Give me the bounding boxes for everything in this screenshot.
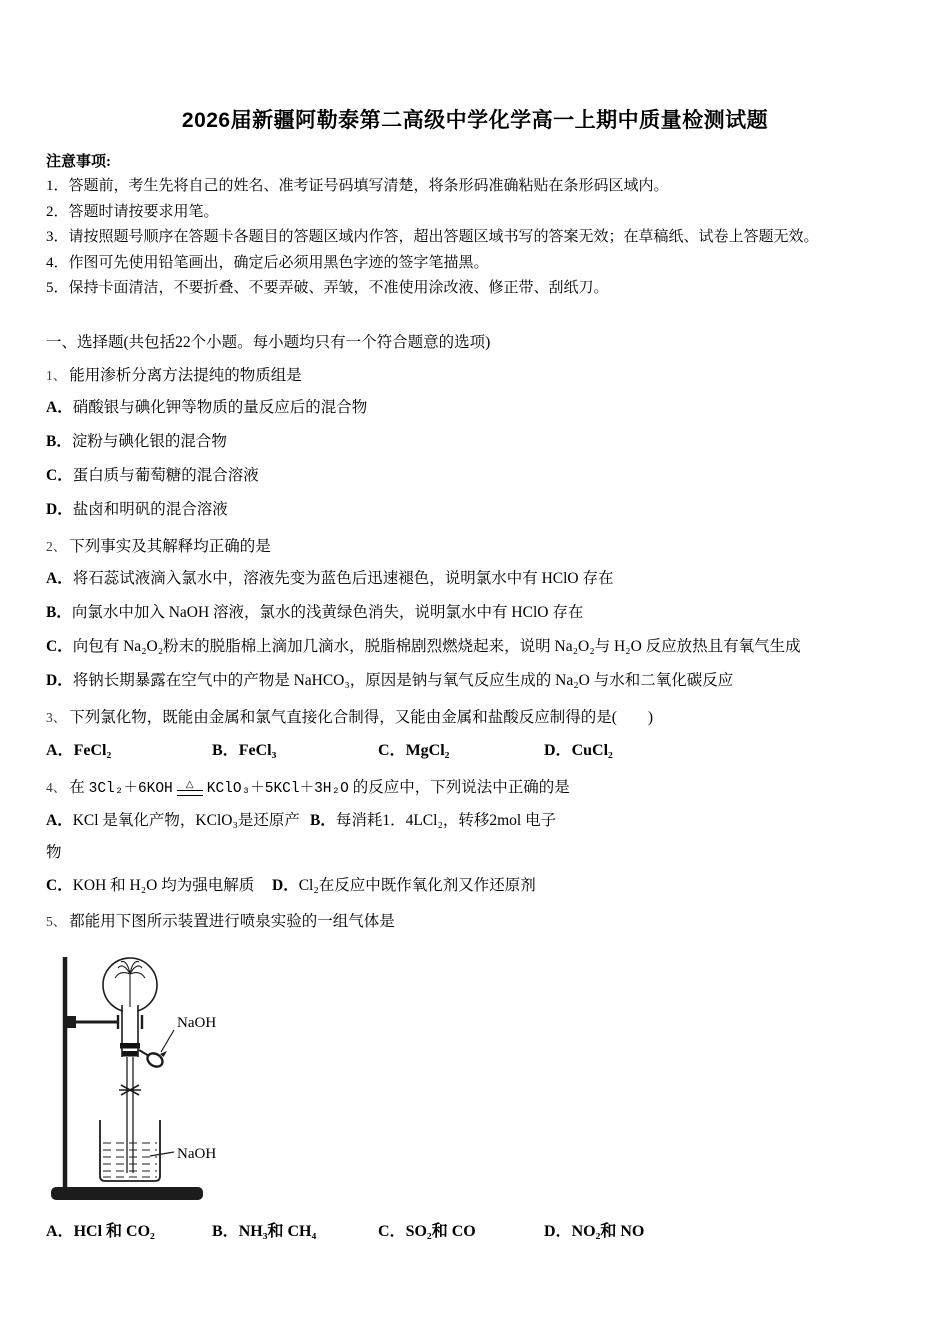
stopper-band-top [120,1043,140,1049]
option-text: 蛋白质与葡萄糖的混合溶液 [72,466,259,484]
option-text: Cl₂在反应中既作氧化剂又作还原剂 [298,876,536,894]
option-label: C． [46,637,73,655]
option-text: NH₃和 CH₄ [238,1223,317,1240]
question-5-option-a [46,1214,212,1249]
question-2-option-b [46,596,904,630]
question-4-options-line-2 [46,870,904,903]
option-label: B． [212,1223,239,1240]
question-3-option-c [378,733,544,768]
question-1-option-b [46,425,904,459]
question-5-option-b [212,1214,378,1249]
option-label: D． [46,500,73,518]
notice-section [46,150,904,302]
stem-prefix: 在 [69,778,89,796]
question-4-option-b [310,805,556,870]
pinch-clamp [119,1085,141,1095]
option-text: 向包有 Na₂O₂粉末的脱脂棉上滴加几滴水，脱脂棉剧烈燃烧起来，说明 Na₂O₂与 H₂O 反应放热且有氧气生成 [72,637,801,655]
question-number: 4、 [46,779,67,795]
question-2 [46,531,904,698]
question-5-options [46,1214,904,1249]
option-label: D． [544,1223,572,1240]
option-label: C． [378,741,406,759]
question-stem-text: 下列氯化物，既能由金属和氯气直接化合制得，又能由金属和盐酸反应制得的是( ) [69,708,654,726]
option-text: 将钠长期暴露在空气中的产物是 NaHCO₃，原因是钠与氧气反应生成的 Na₂O 与水和二氧化碳反应 [72,671,734,689]
page-title: 2026届新疆阿勒泰第二高级中学化学高一上期中质量检测试题 [181,109,769,132]
equation-right: KClO₃＋5KCl＋3H₂O [206,780,349,797]
option-text: KCl 是氧化产物，KClO₃是还原产物 [46,811,300,861]
option-label: C． [378,1223,406,1240]
option-label: B． [46,432,72,450]
question-4-stem [46,772,904,805]
equation-left: 3Cl₂＋6KOH [88,780,173,797]
option-label: D． [272,876,299,894]
option-label: A． [46,811,73,829]
apparatus-svg [48,947,266,1207]
option-label: B． [212,741,239,759]
question-3-option-b [212,733,378,768]
question-5-option-c [378,1214,544,1249]
notice-item: 5．保持卡面清洁，不要折叠、不要弄破、弄皱，不准使用涂改液、修正带、刮纸刀。 [46,280,609,296]
option-label: C． [46,466,73,484]
question-3-options [46,733,904,768]
option-label: C． [46,876,73,894]
notice-item: 2．答题时请按要求用笔。 [46,203,219,220]
question-4-option-c [46,870,272,903]
option-label: D． [544,741,572,759]
reaction-condition [177,780,203,796]
option-label: A． [46,569,73,587]
section-heading: 一、选择题(共包括22个小题。每小题均只有一个符合题意的选项) [46,333,491,351]
option-text: FeCl₂ [73,741,112,759]
option-text: SO₂和 CO [405,1223,476,1240]
option-label: A． [46,741,74,759]
option-text: 向氯水中加入 NaOH 溶液，氯水的浅黄绿色消失，说明氯水中有 HClO 存在 [71,603,584,621]
question-5-option-d [544,1214,644,1249]
notice-item: 1．答题前，考生先将自己的姓名、准考证号码填写清楚，将条形码准确粘贴在条形码区域内。 [46,178,669,194]
question-1 [46,360,904,527]
equation-equals-line [177,790,203,796]
notice-heading: 注意事项: [46,154,111,170]
option-text: MgCl₂ [405,741,450,759]
question-stem-text: 能用渗析分离方法提纯的物质组是 [69,366,302,384]
question-2-stem [46,531,904,562]
option-text: KOH 和 H₂O 均为强电解质 [72,876,255,894]
question-2-option-c [46,630,904,664]
question-stem-text: 下列事实及其解释均正确的是 [69,537,271,555]
option-text: 硝酸银与碘化钾等物质的量反应后的混合物 [72,398,368,416]
notice-item: 4．作图可先使用铅笔画出，确定后必须用黑色字迹的签字笔描黑。 [46,254,489,271]
option-label: D． [46,671,73,689]
label-leader-top [161,1030,174,1052]
option-label: B． [46,603,72,621]
question-number: 3、 [46,709,67,725]
question-4-options-line-1 [46,805,904,870]
question-number: 5、 [46,914,67,929]
notice-item: 3．请按照题号顺序在答题卡各题目的答题区域内作答，超出答题区域书写的答案无效；在草稿纸、试卷上答题无效。 [46,229,819,245]
question-1-stem [46,360,904,391]
option-label: B． [310,811,336,829]
option-text: 每消耗1．4LCl₂，转移2mol 电子 [335,811,557,829]
stem-suffix: 的反应中，下列说法中正确的是 [348,778,570,796]
option-text: NO₂和 NO [571,1223,645,1240]
naoh-label-bottom: NaOH [177,1146,217,1162]
question-3-option-a [46,733,212,768]
question-1-option-c [46,459,904,493]
question-4-option-a [46,805,310,870]
question-stem-text: 都能用下图所示装置进行喷泉实验的一组气体是 [69,913,395,930]
option-text: CuCl₂ [571,741,613,759]
option-text: FeCl₃ [238,741,277,759]
question-2-option-d [46,664,904,698]
option-label: A． [46,398,73,416]
question-4 [46,772,904,903]
question-number: 1、 [46,367,67,383]
question-3-stem [46,702,904,733]
question-1-option-a [46,391,904,425]
fountain-apparatus-figure [48,947,904,1212]
question-2-option-a [46,562,904,596]
option-text: 盐卤和明矾的混合溶液 [72,500,228,518]
delta-heat-icon: △ [185,778,194,790]
naoh-label-top: NaOH [177,1015,217,1031]
option-text: HCl 和 CO₂ [73,1223,155,1240]
question-3 [46,702,904,768]
option-label: A． [46,1223,74,1240]
question-5-stem [46,906,904,937]
question-3-option-d [544,733,613,768]
option-text: 淀粉与碘化银的混合物 [71,432,227,450]
question-number: 2、 [46,538,67,554]
question-4-option-d [272,870,536,903]
stopper-band-bottom [122,1051,139,1057]
question-5 [46,906,904,1249]
beaker-liquid [103,1143,157,1177]
question-1-option-d [46,493,904,527]
label-leader-bottom [150,1152,174,1156]
option-text: 将石蕊试液滴入氯水中，溶液先变为蓝色后迅速褪色，说明氯水中有 HClO 存在 [72,569,614,587]
stand-base [51,1187,203,1200]
